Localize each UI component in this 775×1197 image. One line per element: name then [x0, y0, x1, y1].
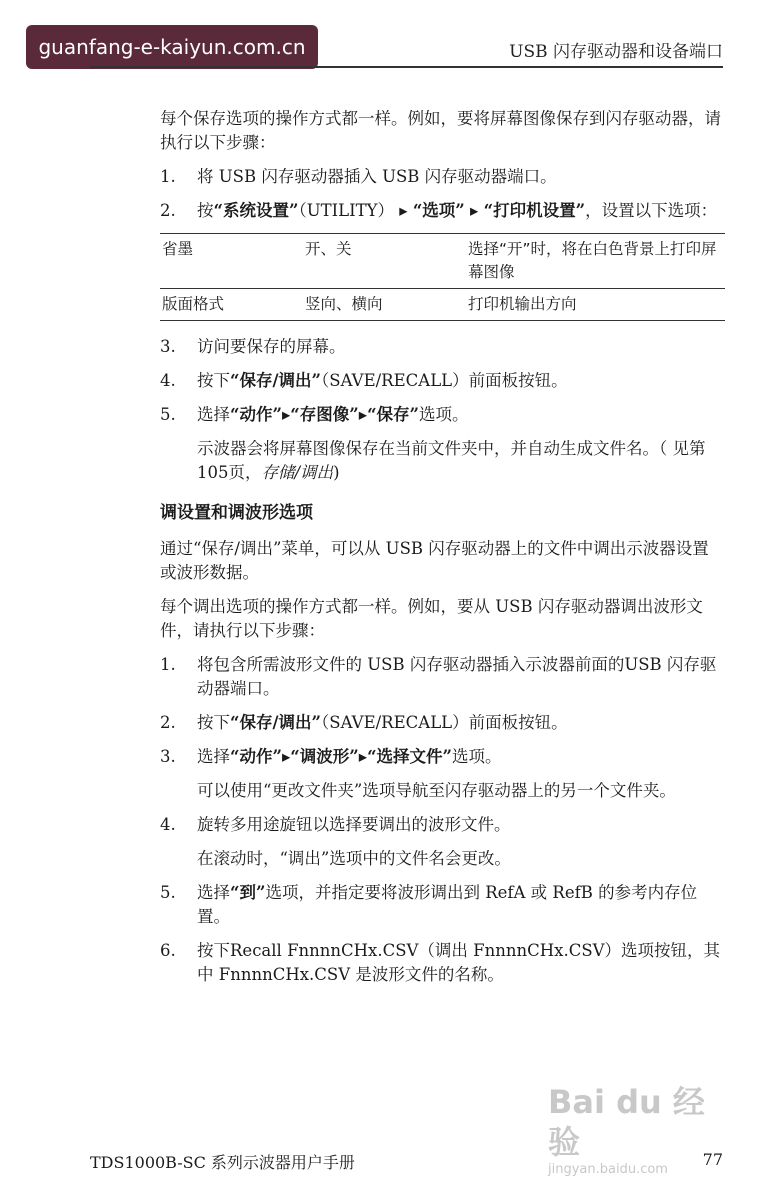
table-cell: 版面格式	[162, 295, 225, 313]
table-row	[160, 288, 725, 320]
step-5	[160, 403, 725, 427]
step-number: 5.	[160, 405, 176, 424]
step-text: 将 USB 闪存驱动器插入 USB 闪存驱动器端口。	[197, 167, 557, 186]
logo-url: jingyan.baidu.com	[548, 1162, 668, 1177]
step-1	[160, 653, 725, 701]
step-text: 访问要保存的屏幕。	[197, 337, 346, 356]
step-text: 按下“保存/调出”（SAVE/RECALL）前面板按钮。	[197, 371, 568, 390]
step5-note: 示波器会将屏幕图像保存在当前文件夹中，并自动生成文件名。（ 见第105页，存储/调出)	[197, 439, 706, 482]
step-number: 6.	[160, 941, 176, 960]
table-cell: 开、关	[305, 240, 352, 258]
step-number: 1.	[160, 167, 176, 186]
step-number: 4.	[160, 815, 176, 834]
header-rule	[90, 66, 723, 68]
step-number: 2.	[160, 713, 176, 732]
step-text: 按下“保存/调出”（SAVE/RECALL）前面板按钮。	[197, 713, 568, 732]
page-number: 77	[702, 1150, 723, 1169]
section-heading: 调设置和调波形选项	[160, 503, 313, 523]
step-text: 将包含所需波形文件的 USB 闪存驱动器插入示波器前面的USB 闪存驱动器端口。	[197, 655, 717, 698]
baidu-jingyan-logo	[548, 1082, 728, 1177]
step-number: 1.	[160, 655, 176, 674]
step-5	[160, 881, 725, 929]
table-cell: 选择“开”时，将在白色背景上打印屏幕图像	[468, 240, 717, 281]
step-text: 旋转多用途旋钮以选择要调出的波形文件。	[197, 815, 511, 834]
step-number: 3.	[160, 747, 176, 766]
step-text: 按下Recall FnnnnCHx.CSV（调出 FnnnnCHx.CSV）选项按钮，其中 FnnnnCHx.CSV 是波形文件的名称。	[197, 941, 721, 984]
steps-recall-final	[160, 881, 725, 987]
page-content	[160, 107, 725, 997]
step-number: 3.	[160, 337, 176, 356]
table-cell: 竖向、横向	[305, 295, 383, 313]
intro-paragraph: 每个保存选项的操作方式都一样。例如，要将屏幕图像保存到闪存驱动器，请执行以下步骤：	[160, 109, 721, 152]
step-number: 4.	[160, 371, 176, 390]
step-2	[160, 199, 725, 223]
step4-note: 在滚动时，“调出”选项中的文件名会更改。	[197, 849, 511, 868]
footer-manual-title: TDS1000B-SC 系列示波器用户手册	[90, 1153, 355, 1172]
watermark-banner: guanfang-e-kaiyun.com.cn	[26, 25, 318, 69]
step-number: 2.	[160, 201, 176, 220]
step-text: 选择“动作”▸“调波形”▸“选择文件”选项。	[197, 747, 502, 766]
steps-save-continued	[160, 335, 725, 427]
printer-options-table	[160, 233, 725, 321]
steps-recall	[160, 653, 725, 769]
step-number: 5.	[160, 883, 176, 902]
step-3	[160, 335, 725, 359]
step-4	[160, 369, 725, 393]
step-text: 按“系统设置”（UTILITY） ▸ “选项” ▸ “打印机设置”，设置以下选项：	[197, 201, 718, 220]
step-text: 选择“动作”▸“存图像”▸“保存”选项。	[197, 405, 469, 424]
table-cell: 省墨	[162, 240, 194, 258]
step3-note: 可以使用“更改文件夹”选项导航至闪存驱动器上的另一个文件夹。	[197, 781, 676, 800]
logo-brand: Bai du 经验	[548, 1083, 705, 1161]
step-6	[160, 939, 725, 987]
step-4	[160, 813, 725, 837]
recall-procedure-intro: 每个调出选项的操作方式都一样。例如，要从 USB 闪存驱动器调出波形文件，请执行以下步骤：	[160, 597, 703, 640]
step-text: 选择“到”选项，并指定要将波形调出到 RefA 或 RefB 的参考内存位置。	[197, 883, 698, 926]
step-1	[160, 165, 725, 189]
table-cell: 打印机输出方向	[468, 295, 577, 313]
steps-save	[160, 165, 725, 223]
running-header: USB 闪存驱动器和设备端口	[509, 42, 723, 62]
step-3	[160, 745, 725, 769]
table-row	[160, 234, 725, 288]
recall-intro: 通过“保存/调出”菜单，可以从 USB 闪存驱动器上的文件中调出示波器设置或波形数据。	[160, 539, 709, 582]
step-2	[160, 711, 725, 735]
